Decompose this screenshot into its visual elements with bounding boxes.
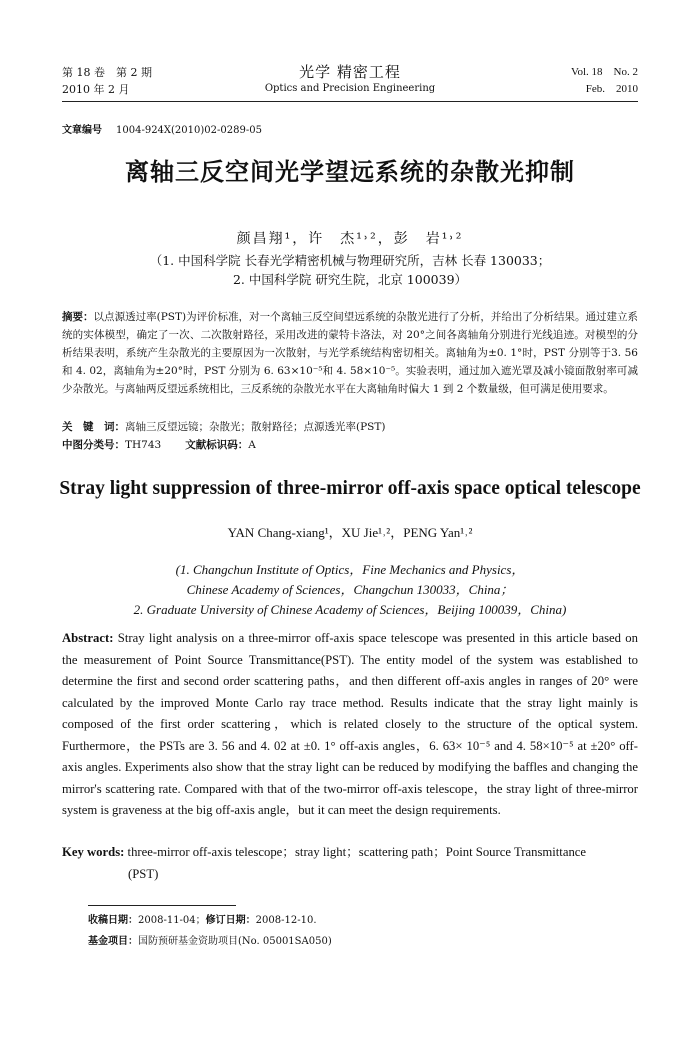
journal-title-cn: 光学 精密工程 [299, 63, 401, 81]
fund-label: 基金项目： [88, 936, 138, 947]
header-vol-info-en [571, 64, 638, 98]
abstract-en-label: Abstract: [62, 631, 114, 645]
clc-label: 中图分类号： [62, 439, 125, 451]
affiliation-en-2: Chinese Academy of Sciences，Changchun 130033，China； [186, 582, 514, 597]
footnote-fund [88, 934, 332, 950]
keywords-cn-text: 离轴三反望远镜；杂散光；散射路径；点源透光率(PST) [125, 421, 386, 433]
authors-en: YAN Chang-xiang¹，XU Jie¹˒²，PENG Yan¹˒² [227, 525, 473, 540]
abstract-en [62, 628, 638, 822]
article-number-label: 文章编号 [62, 125, 102, 136]
journal-title-en: Optics and Precision Engineering [264, 83, 436, 94]
abstract-en-text: Stray light analysis on a three-mirror off-axis space telescope was presented in this article based on the measurement of Point Source Transmittance(PST). The entity model of the system was established to determine the first and second order scattering paths，and then different off-axis angles in ranges of 20° were calculated by the improved Monte Carlo ray trace method. Results indicate that the stray light mainly is composed of the first order scattering，which is related closely to the structure of the optical system. Furthermore，the PSTs are 3. 56 and 4. 02 at ±0. 1° off-axis angles，6. 63× 10⁻⁵ and 4. 58×10⁻⁵ at ±20° off-axis angles. Experiments also show that the stray light can be reduced by modifying the baffles and changing the mirror's scattering rate. Compared with that of the two-mirror off-axis telescope，the stray light of three-mirror system is graveness at the big off-axis angle，but it can meet the design requirements. [62, 631, 638, 817]
keywords-en-label: Key words: [62, 845, 125, 859]
authors-cn: 颜昌翔¹，许 杰¹˒²，彭 岩¹˒² [236, 231, 464, 247]
received-label: 收稿日期： [88, 915, 138, 926]
affiliation-cn-2: 2. 中国科学院 研究生院，北京 100039） [232, 272, 468, 287]
fund-value: 国防预研基金资助项目(No. 05001SA050) [138, 936, 332, 947]
doc-code-label: 文献标识码： [185, 439, 249, 451]
received-value: 2008-11-04； [138, 915, 206, 926]
footnote-dates [88, 913, 317, 929]
classification [62, 436, 638, 454]
affiliation-en-3: 2. Graduate University of Chinese Academy of Sciences，Beijing 100039，China) [133, 602, 567, 617]
keywords-en-text-cont: (PST) [128, 866, 159, 881]
footnote-rule [88, 905, 236, 906]
doc-code-value: A [248, 439, 256, 451]
abstract-cn-label: 摘要： [62, 311, 94, 323]
clc-value: TH743 [125, 439, 162, 451]
article-number [62, 121, 262, 136]
abstract-cn-text: 以点源透过率(PST)为评价标准，对一个离轴三反空间望远系统的杂散光进行了分析，并给出了分析结果。通过建立系统的实体模型，确定了一次、二次散射路径，采用改进的蒙特卡洛法，对 20°之间各离轴角分别进行光线追迹。对模型的分析结果表明，系统产生杂散光的主要原因为一次散射，与光学系统结构密切相关。离轴角为±0. 1°时，PST 分别等于3. 56和 4. 02，离轴角为±20°时，PST 分别为 6. 63×10⁻⁵和 4. 58×10⁻⁵。实验表明，通过加入遮光罩及减小镜面散射率可减少杂散光。与离轴两反望远系统相比，三反系统的杂散光水平在大离轴角时偏大 1 到 2 个数量级，但可满足使用要求。 [62, 311, 639, 395]
affiliation-en-1: (1. Changchun Institute of Optics，Fine Mechanics and Physics， [175, 562, 525, 577]
keywords-en-text: three-mirror off-axis telescope；stray light；scattering path；Point Source Transmittance [127, 845, 587, 859]
header-vol-no: Vol. 18 No. 2 [570, 66, 638, 78]
title-en: Stray light suppression of three-mirror off-axis space optical telescope [59, 478, 641, 499]
keywords-cn [62, 418, 638, 436]
affiliation-cn-1: （1. 中国科学院 长春光学精密机械与物理研究所，吉林 长春 130033； [149, 253, 551, 268]
keywords-cn-label: 关 键 词： [62, 421, 125, 433]
article-number-value: 1004-924X(2010)02-0289-05 [116, 125, 262, 136]
title-cn: 离轴三反空间光学望远系统的杂散光抑制 [125, 158, 575, 186]
keywords-en [62, 842, 638, 885]
abstract-cn [62, 308, 638, 398]
header-date-cn: 2010 年 2 月 [62, 83, 130, 96]
affiliations-en [0, 560, 700, 620]
header-date-en: Feb. 2010 [585, 83, 638, 95]
header-volume-issue: 第 18 卷 第 2 期 [62, 66, 152, 79]
revised-value: 2008-12-10. [255, 915, 317, 926]
header-rule [62, 101, 638, 102]
affiliations-cn [0, 251, 700, 289]
revised-label: 修订日期： [205, 915, 256, 926]
